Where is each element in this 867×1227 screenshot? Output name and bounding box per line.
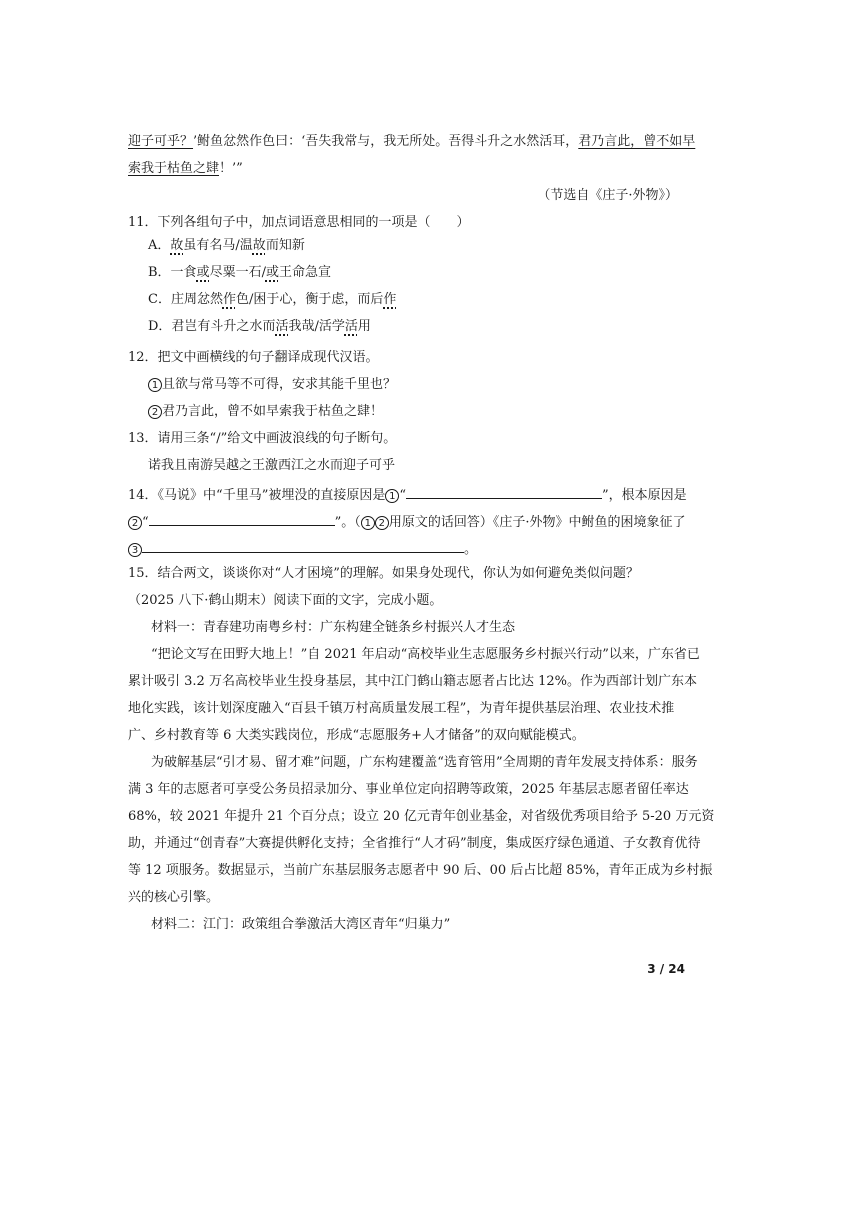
question-14-line-1: 14．《马说》中“千里马”被埋没的直接原因是 1 “ ”，根本原因是 [128,485,687,504]
circled-number: 1 [361,516,375,530]
option-d: D．君岂有斗升之水而活我哉/活学活用 [148,319,371,334]
paragraph-1-line: 累计吸引 3.2 万名高校毕业生投身基层，其中江门鹤山籍志愿者占比达 12%。作为西部计划广东本 [128,674,697,689]
circled-number: 2 [128,516,142,530]
question-12-sentence-2: 2 君乃言此，曾不如早索我于枯鱼之肆！ [148,404,383,420]
dotted-word: 活 [275,319,289,334]
passage-line-2: 索我于枯鱼之肆！’” [128,161,243,176]
section-intro: （2025 八下·鹤山期末）阅读下面的文字，完成小题。 [128,593,443,608]
dotted-word: 作 [222,292,236,307]
dotted-word: 或 [265,265,279,280]
paragraph-2-line: 68%，较 2021 年提升 21 个百分点；设立 20 亿元青年创业基金，对省级优秀项目给予 5-20 万元资 [128,809,715,824]
question-14-line-3: 3 。 [128,539,477,558]
paragraph-1-line: 地化实践，该计划深度融入“百县千镇万村高质量发展工程”，为青年提供基层治理、农业技术推 [128,701,675,716]
paragraph-2-line: 等 12 项服务。数据显示，当前广东基层服务志愿者中 90 后、00 后占比超 85%，青年正成为乡村振 [128,863,713,878]
paragraph-1-line: “把论文写在田野大地上！”自 2021 年启动“高校毕业生志愿服务乡村振兴行动”以来，广东省已 [151,647,700,662]
underlined-text: 迎子可乎？ [128,134,194,149]
dotted-word: 作 [383,292,397,307]
answer-blank[interactable] [149,512,335,526]
question-15-stem: 15．结合两文，谈谈你对“人才困境”的理解。如果身处现代，你认为如何避免类似问题？ [128,566,639,581]
option-a: A．故虽有名马/温故而知新 [148,238,305,253]
page-number: 3 / 24 [647,962,685,976]
passage-line-1: 迎子可乎？’鲋鱼忿然作色曰：‘吾失我常与，我无所处。吾得斗升之水然活耳，君乃言此，曾不如早 [128,134,696,149]
underlined-text: 索我于枯鱼之肆 [128,161,220,176]
circled-number: 2 [148,405,162,419]
paragraph-2-line: 满 3 年的志愿者可享受公务员招录加分、事业单位定向招聘等政策，2025 年基层志愿者留任率达 [128,782,689,797]
circled-number: 3 [128,543,142,557]
material-1-title: 材料一：青春建功南粤乡村：广东构建全链条乡村振兴人才生态 [151,620,516,635]
dotted-word: 故 [252,238,266,253]
question-14-line-2: 2 “ ”。（ 1 2 用原文的话回答）《庄子·外物》中鲋鱼的困境象征了 [128,512,685,531]
underlined-text: 君乃言此，曾不如早 [578,134,696,149]
dotted-word: 或 [196,265,210,280]
question-13-sentence: 诺我且南游吴越之王激西江之水而迎子可乎 [148,458,396,473]
answer-blank[interactable] [142,539,464,553]
paragraph-2-line: 助，并通过“创青春”大赛提供孵化支持；全省推行“人才码”制度，集成医疗绿色通道、子女教育优待 [128,836,701,851]
answer-blank[interactable] [406,485,602,499]
circled-number: 2 [375,516,389,530]
question-13-stem: 13．请用三条“/”给文中画波浪线的句子断句。 [128,431,397,446]
dotted-word: 活 [344,319,358,334]
paragraph-2-line: 兴的核心引擎。 [128,890,220,905]
option-b: B．一食或尽粟一石/或王命急宣 [148,265,331,280]
circled-number: 1 [385,489,399,503]
circled-number: 1 [148,378,162,392]
material-2-title: 材料二：江门：政策组合拳激活大湾区青年“归巢力” [151,917,451,932]
paragraph-2-line: 为破解基层“引才易、留才难”问题，广东构建覆盖“选育管用”全周期的青年发展支持体系：服务 [151,755,698,770]
dotted-word: 故 [170,238,184,253]
passage-source: （节选自《庄子·外物》） [537,188,678,203]
question-11-stem: 11．下列各组句子中，加点词语意思相同的一项是（ ） [128,215,470,230]
option-c: C．庄周忿然作色/困于心，衡于虑，而后作 [148,292,397,307]
paragraph-1-line: 广、乡村教育等 6 大类实践岗位，形成“志愿服务+人才储备”的双向赋能模式。 [128,728,585,743]
question-12-sentence-1: 1 且欲与常马等不可得，安求其能千里也？ [148,377,396,393]
question-12-stem: 12．把文中画横线的句子翻译成现代汉语。 [128,350,379,365]
